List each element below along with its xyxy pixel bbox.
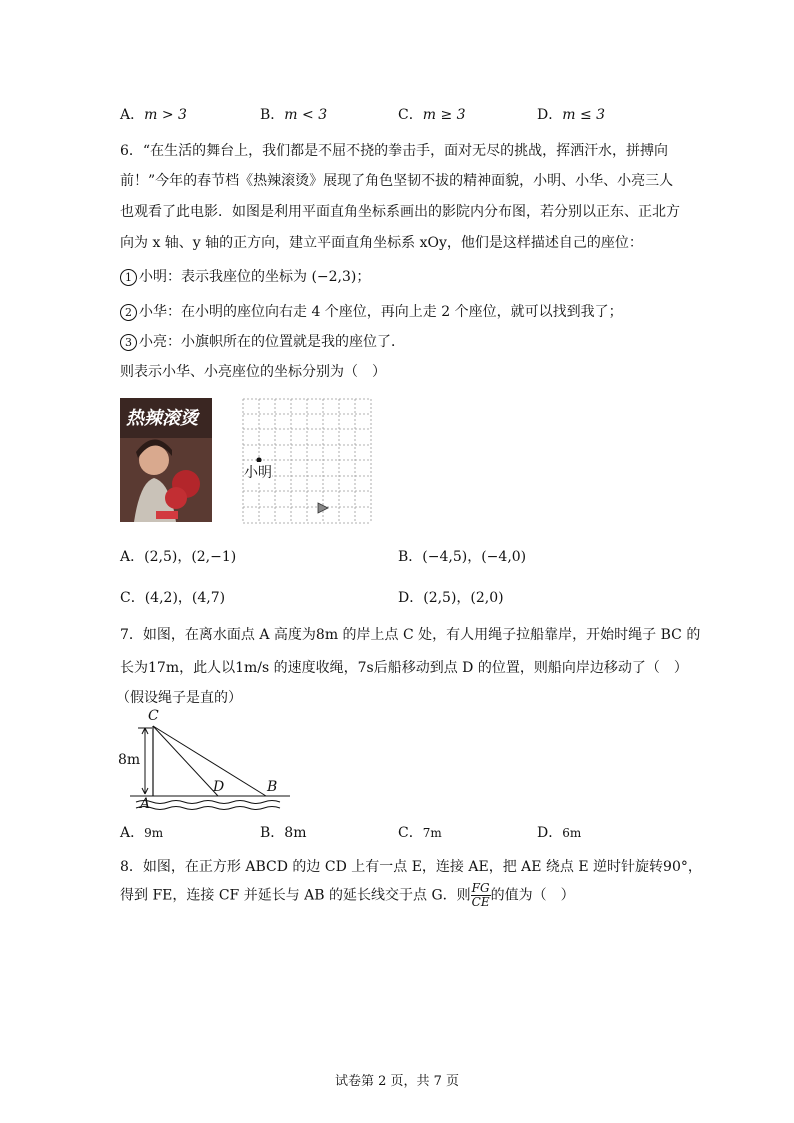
q6-item-1: 1 小明：表示我座位的坐标为 (−2,3)；: [120, 266, 370, 286]
circled-number-1: 1: [120, 269, 137, 286]
q5-option-c: C．m ≥ 3: [398, 107, 466, 123]
circled-number-3: 3: [120, 334, 137, 351]
q7-line-2: 长为17m，此人以1m/s 的速度收绳，7s后船移动到点 D 的位置，则船向岸边移动了（ ）: [120, 660, 688, 676]
q5-option-b: B．m < 3: [260, 107, 328, 123]
fraction-fg-ce: $\frac{FG}{CE}$: [471, 881, 490, 909]
q7-line-1: 7．如图，在离水面点 A 高度为8m 的岸上点 C 处，有人用绳子拉船靠岸，开始时绳子 BC 的: [120, 627, 701, 643]
point-c-label: C: [148, 708, 159, 724]
q7-option-b: B．8m: [260, 825, 307, 841]
q7-option-c: C．7m: [398, 825, 442, 841]
height-label: 8m: [118, 752, 141, 768]
q7-option-a: A．9m: [120, 825, 164, 841]
q7-line-3: （假设绳子是直的）: [116, 690, 242, 706]
q6-option-a: A．(2,5)，(2,−1): [120, 549, 237, 565]
poster-title: 热辣滚烫: [126, 408, 198, 429]
q6-line-2: 前！”今年的春节档《热辣滚烫》展现了角色坚韧不拔的精神面貌，小明、小华、小亮三人: [120, 173, 674, 189]
q7-figure: [116, 710, 296, 816]
point-d-label: D: [213, 779, 225, 795]
q6-option-d: D．(2,5)，(2,0): [398, 590, 504, 606]
q6-line-3: 也观看了此电影．如图是利用平面直角坐标系画出的影院内分布图，若分别以正东、正北方: [120, 204, 680, 220]
seat-grid-figure: [242, 398, 374, 528]
q8-line-2: 得到 FE，连接 CF 并延长与 AB 的延长线交于点 G．则 $\frac{FG}{CE}$的值为（ ）: [120, 881, 575, 909]
q6-line-1: 6．“在生活的舞台上，我们都是不屈不挠的拳击手，面对无尽的挑战，挥洒汗水，拼搏向: [120, 143, 669, 159]
q7-option-d: D．6m: [537, 825, 582, 841]
q6-option-b: B．(−4,5)，(−4,0): [398, 549, 527, 565]
q6-line-4: 向为 x 轴、y 轴的正方向，建立平面直角坐标系 xOy，他们是这样描述自己的座位：: [120, 235, 643, 251]
q6-question: 则表示小华、小亮座位的坐标分别为（ ）: [120, 364, 386, 380]
q8-line-1: 8．如图，在正方形 ABCD 的边 CD 上有一点 E，连接 AE，把 AE 绕点 E 逆时针旋转90°，: [120, 859, 702, 875]
point-a-label: A: [140, 796, 151, 812]
q5-option-a: A．m > 3: [120, 107, 187, 123]
q6-item-2: 2 小华：在小明的座位向右走 4 个座位，再向上走 2 个座位，就可以找到我了；: [120, 301, 623, 321]
point-b-label: B: [267, 779, 278, 795]
q6-option-c: C．(4,2)，(4,7): [120, 590, 226, 606]
xiaoming-label: 小明: [244, 462, 272, 482]
q5-option-d: D．m ≤ 3: [537, 107, 606, 123]
circled-number-2: 2: [120, 304, 137, 321]
q6-item-3: 3 小亮：小旗帜所在的位置就是我的座位了．: [120, 331, 405, 351]
page-footer: 试卷第 2 页，共 7 页: [334, 1074, 460, 1089]
movie-poster-image: [120, 398, 212, 522]
